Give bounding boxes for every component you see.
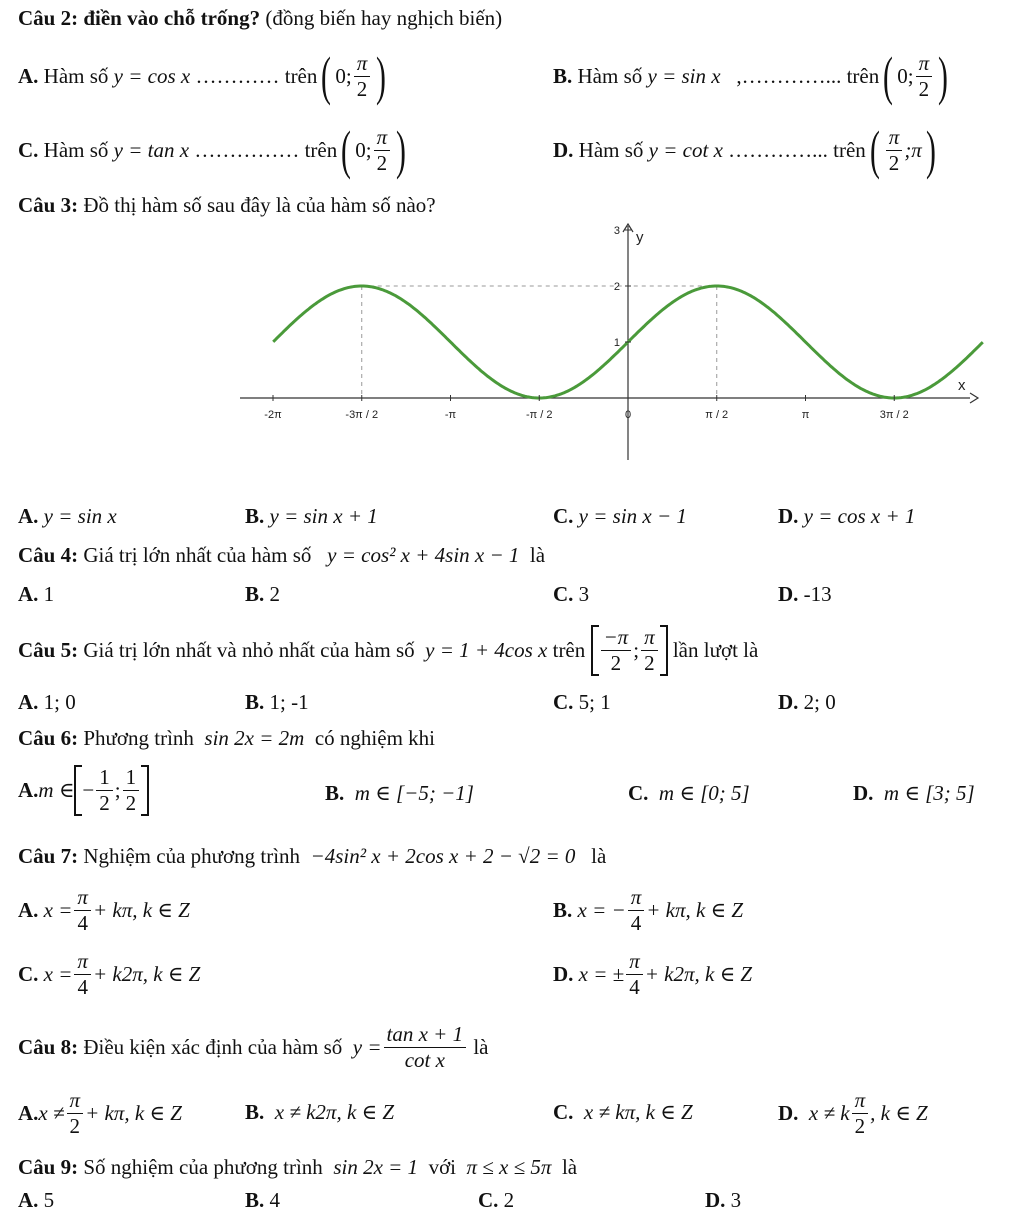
q9-option-a[interactable] [18, 1190, 54, 1211]
q5-option-b[interactable] [245, 692, 309, 713]
q2-c-blank[interactable]: …………… [194, 137, 300, 162]
q3-option-b[interactable] [245, 506, 378, 527]
q5-option-value: 2; 0 [803, 690, 836, 714]
q8-heading [18, 1015, 489, 1079]
q2-d-func: y = cot x [648, 137, 723, 162]
q3-text: Đồ thị hàm số sau đây là của hàm số nào? [83, 193, 436, 217]
q9-cond: π ≤ x ≤ 5π [466, 1155, 552, 1179]
x-tick-label: -3π / 2 [345, 409, 379, 421]
q5-tren: trên [552, 637, 586, 662]
q5-option-label: B. [245, 690, 265, 714]
q2-a-blank[interactable]: ………… [195, 63, 280, 88]
q5-option-label: A. [18, 690, 39, 714]
q2-a-func: y = cos x [113, 63, 191, 88]
q6-a-pre: m ∈ [38, 777, 75, 802]
q2-option-a: A. Hàm số y = cos x ………… trên ( 0; $\frac{\pi}{2}$ ) [18, 46, 387, 106]
q9-heading [18, 1157, 577, 1178]
q8-title: Câu 8: [18, 1034, 79, 1059]
q8-option-b[interactable]: B. x ≠ k2π, k ∈ Z [245, 1100, 394, 1124]
q2-d-tren: trên [833, 137, 866, 162]
q4-option-value: 2 [269, 582, 281, 606]
q2-c-label: C. [18, 137, 39, 162]
q4-option-label: C. [553, 582, 574, 606]
q2-c-fraction: $\frac{\pi}{2}$ [374, 127, 391, 174]
x-axis-arrow [970, 393, 978, 403]
q4-option-value: -13 [803, 582, 832, 606]
q5-option-label: C. [553, 690, 574, 714]
q5-option-label: D. [778, 690, 799, 714]
q6-option-d[interactable]: D. m ∈ [3; 5] [853, 781, 975, 805]
q8-option-a[interactable]: A. x ≠ $\frac{\pi}{2}$ + kπ, k ∈ Z [18, 1087, 182, 1138]
x-tick-label: -π [444, 409, 457, 421]
q3-option-value: y = sin x + 1 [269, 504, 378, 528]
y-tick-label: 1 [613, 337, 620, 349]
q2-a-label: A. [18, 63, 39, 88]
y-tick-label: 3 [613, 225, 620, 237]
q2-b-tren: trên [846, 63, 880, 88]
q6-title: Câu 6: [18, 726, 79, 750]
q3-option-a[interactable] [18, 506, 117, 527]
q5-text: Giá trị lớn nhất và nhỏ nhất của hàm số [83, 637, 415, 662]
q3-option-c[interactable] [553, 506, 687, 527]
q7-heading [18, 846, 606, 867]
x-tick-label: π [801, 409, 810, 421]
q9-option-b[interactable] [245, 1190, 280, 1211]
q2-b-blank[interactable]: ,…………... [736, 63, 842, 88]
q6-option-b[interactable]: B. m ∈ [−5; −1] [325, 781, 474, 805]
q5-title: Câu 5: [18, 637, 79, 662]
q5-heading [18, 622, 758, 678]
q2-title: Câu 2: điền vào chỗ trống? [18, 6, 261, 30]
q5-option-value: 5; 1 [578, 690, 611, 714]
q9-option-value: 2 [503, 1188, 515, 1212]
q5-option-d[interactable] [778, 692, 836, 713]
q5-option-value: 1; -1 [269, 690, 309, 714]
q8-tail: là [473, 1034, 489, 1059]
q9-option-value: 3 [730, 1188, 742, 1212]
x-tick-label: π / 2 [705, 409, 729, 421]
q2-c-tren: trên [304, 137, 338, 162]
q9-option-value: 4 [269, 1188, 281, 1212]
q4-tail: là [529, 543, 546, 567]
q2-c-text: Hàm số [43, 137, 109, 162]
q6-option-a[interactable] [18, 755, 149, 825]
q9-option-label: C. [478, 1188, 499, 1212]
q6-option-c[interactable]: C. m ∈ [0; 5] [628, 781, 750, 805]
q2-b-fraction: $\frac{\pi}{2}$ [916, 53, 933, 100]
q7-option-c[interactable]: C. x = $\frac{\pi}{4}$ + k2π, k ∈ Z [18, 948, 201, 999]
q8-option-d[interactable]: D. x ≠ k $\frac{\pi}{2}$ , k ∈ Z [778, 1087, 928, 1138]
q9-eq: sin 2x = 1 [333, 1155, 419, 1179]
q4-option-label: D. [778, 582, 799, 606]
q5-option-c[interactable] [553, 692, 611, 713]
q2-b-label: B. [553, 63, 573, 88]
q6-heading [18, 728, 435, 749]
q8-option-c[interactable]: C. x ≠ kπ, k ∈ Z [553, 1100, 693, 1124]
q2-a-tren: trên [284, 63, 318, 88]
q4-title: Câu 4: [18, 543, 79, 567]
q3-option-label: C. [553, 504, 574, 528]
q2-d-blank[interactable]: …………... [728, 137, 828, 162]
q7-title: Câu 7: [18, 844, 79, 868]
q4-option-value: 3 [578, 582, 590, 606]
q9-option-label: B. [245, 1188, 265, 1212]
q6-a-label: A. [18, 777, 39, 802]
q8-func-pre: y = [352, 1034, 382, 1059]
q4-option-b[interactable] [245, 584, 280, 605]
x-tick-label: -π / 2 [525, 409, 553, 421]
q5-option-value: 1; 0 [43, 690, 76, 714]
x-tick-label: 3π / 2 [879, 409, 909, 421]
q2-hint: (đồng biến hay nghịch biến) [265, 6, 503, 30]
x-tick-label: 0 [624, 409, 632, 421]
q9-option-label: A. [18, 1188, 39, 1212]
q2-heading [18, 8, 502, 29]
q8-text: Điều kiện xác định của hàm số [83, 1034, 343, 1059]
q3-option-value: y = sin x [43, 504, 117, 528]
q9-tail: là [561, 1155, 578, 1179]
q7-tail: là [591, 844, 607, 868]
q9-title: Câu 9: [18, 1155, 79, 1179]
q4-option-value: 1 [43, 582, 55, 606]
q6-eq: sin 2x = 2m [204, 726, 305, 750]
y-axis-label: y [636, 229, 644, 246]
q5-func: y = 1 + 4cos x [425, 637, 548, 662]
q2-b-int-left: 0; [897, 63, 914, 88]
q2-option-c: C. Hàm số y = tan x …………… trên ( 0; $\frac{\pi}{2}$ ) [18, 120, 407, 180]
q2-a-fraction: $\frac{\pi}{2}$ [354, 53, 371, 100]
q2-d-label: D. [553, 137, 574, 162]
q7-option-d[interactable]: D. x = ± $\frac{\pi}{4}$ + k2π, k ∈ Z [553, 948, 753, 999]
q2-d-text: Hàm số [578, 137, 644, 162]
q3-option-value: y = cos x + 1 [803, 504, 916, 528]
q9-text: Số nghiệm của phương trình [83, 1155, 323, 1179]
q7-text: Nghiệm của phương trình [83, 844, 301, 868]
q4-option-a[interactable] [18, 584, 54, 605]
q2-option-d: D. Hàm số y = cot x …………... trên ( $\frac{\pi}{2}$ ;π ) [553, 120, 936, 180]
q4-option-c[interactable] [553, 584, 589, 605]
q2-option-b: B. Hàm số y = sin x ,…………... trên ( 0; $\frac{\pi}{2}$ ) [553, 46, 949, 106]
q9-mid: với [428, 1155, 457, 1179]
y-tick-label: 2 [613, 281, 620, 293]
q4-option-label: A. [18, 582, 39, 606]
q7-option-a[interactable]: A. x = $\frac{\pi}{4}$ + kπ, k ∈ Z [18, 884, 190, 935]
q4-option-d[interactable] [778, 584, 832, 605]
q7-option-b[interactable]: B. x = − $\frac{\pi}{4}$ + kπ, k ∈ Z [553, 884, 744, 935]
q8-fraction: $\frac{\text{tan x + 1}}{\text{cot x}}$ [384, 1024, 467, 1071]
q2-a-text: Hàm số [43, 63, 109, 88]
q3-option-d[interactable] [778, 506, 915, 527]
q4-option-label: B. [245, 582, 265, 606]
q6-text: Phương trình [83, 726, 194, 750]
q2-b-func: y = sin x [647, 63, 721, 88]
q2-d-fraction: $\frac{\pi}{2}$ [886, 127, 903, 174]
x-axis-label: x [958, 377, 966, 394]
q3-option-label: A. [18, 504, 39, 528]
q9-option-label: D. [705, 1188, 726, 1212]
q5-option-a[interactable] [18, 692, 76, 713]
q6-a-interval: − $\frac{1}{2}$ ; $\frac{1}{2}$ [74, 765, 149, 816]
q2-b-text: Hàm số [577, 63, 643, 88]
q5-tail: lần lượt là [672, 637, 759, 662]
q2-a-int-left: 0; [335, 63, 352, 88]
q9-option-value: 5 [43, 1188, 55, 1212]
q2-d-int-right: ;π [904, 137, 922, 162]
q7-eq: −4sin² x + 2cos x + 2 − √2 = 0 [310, 844, 576, 868]
q4-heading [18, 545, 545, 566]
q4-func: y = cos² x + 4sin x − 1 [327, 543, 520, 567]
q3-option-label: D. [778, 504, 799, 528]
q9-option-c[interactable] [478, 1190, 514, 1211]
q3-heading [18, 195, 436, 216]
q2-c-int-left: 0; [355, 137, 372, 162]
q4-text: Giá trị lớn nhất của hàm số [83, 543, 312, 567]
q5-interval: $\frac{-\pi}{2}$ ; $\frac{\pi}{2}$ [591, 625, 668, 676]
x-tick-label: -2π [264, 409, 282, 421]
q3-option-label: B. [245, 504, 265, 528]
q6-tail: có nghiệm khi [314, 726, 435, 750]
q9-option-d[interactable] [705, 1190, 741, 1211]
q2-c-func: y = tan x [113, 137, 190, 162]
sine-graph [240, 220, 980, 470]
q3-title: Câu 3: [18, 193, 79, 217]
q3-option-value: y = sin x − 1 [578, 504, 687, 528]
